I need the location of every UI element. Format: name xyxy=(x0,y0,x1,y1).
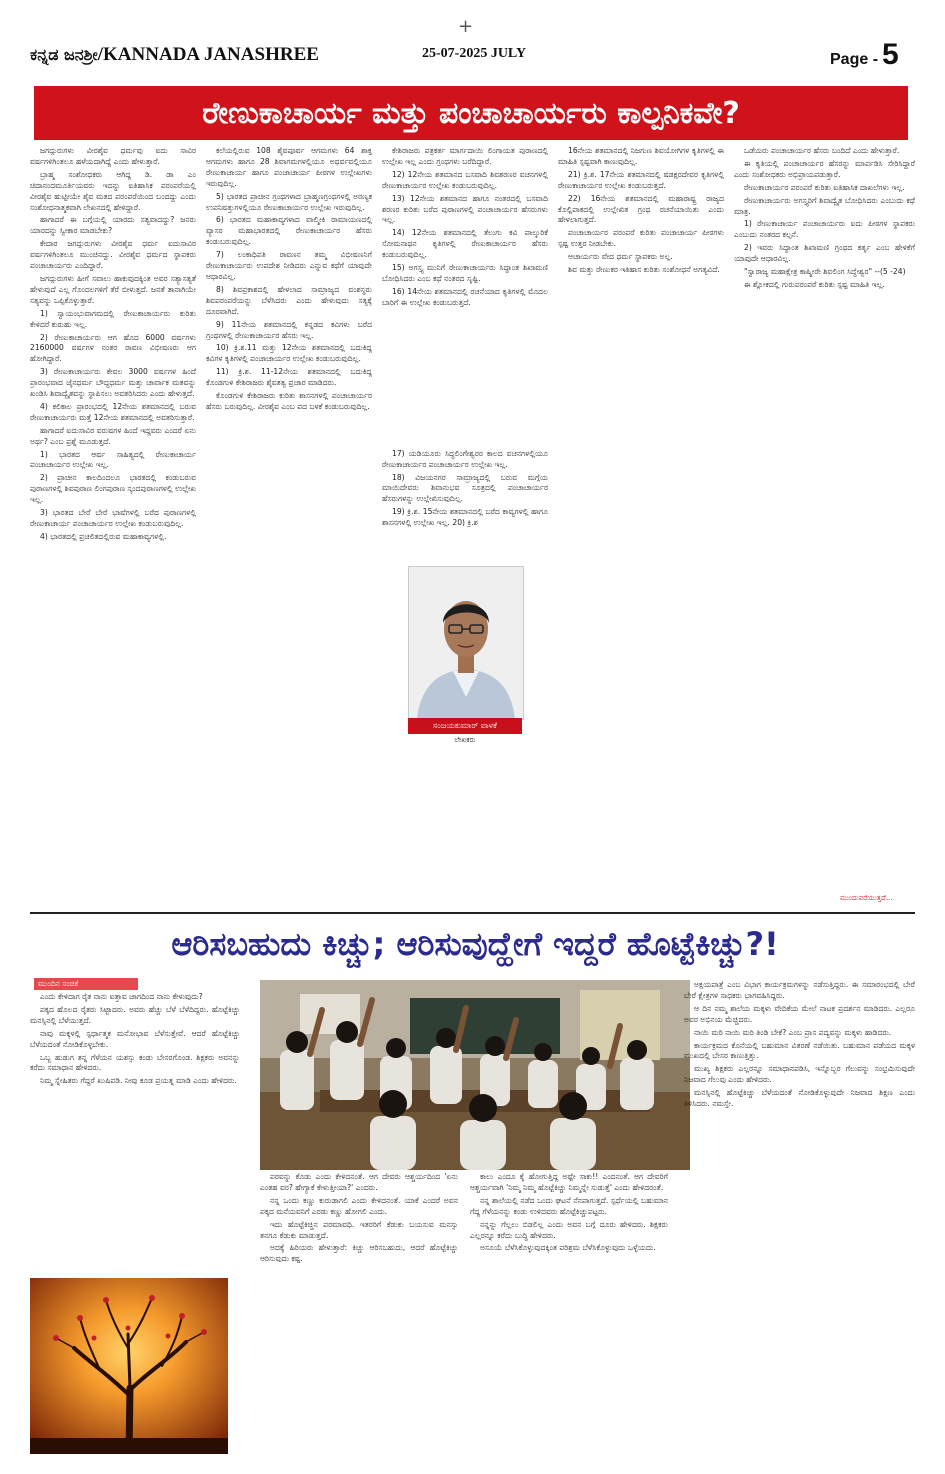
issue-date: 25-07-2025 JULY xyxy=(422,46,527,61)
paragraph: 12) 12ನೇಯ ಶತಮಾನದ ಬಸವಾದಿ ಶಿವಶರಣರ ವಚನಗಳಲ್ಲಿ ರೇಣುಕಾಚಾರ್ಯರ ಉಲ್ಲೇಖ ಕಂಡುಬರುವುದಿಲ್ಲ. xyxy=(382,169,548,190)
paragraph: ಕಲೆಯಲ್ಲಿರುವ 108 ಶೈವಪೂರ್ವ ಆಗಮಗಳು 64 ಶಾಕ್ತ ಆಗಮಗಳು ಹಾಗೂ 28 ಶಿವಾಗಮಗಳಲ್ಲಿಯೂ ಅಥರ್ವವಲ್ಲಿಯೂ ರೇಣುಕಾಚಾರ್ಯ ಹಾಗೂ ಪಂಚಾಚಾರ್ಯ ಪೀಠಗಳ ಉಲ್ಲೇಖಗಳು ಇರುವುದಿಲ್ಲ. xyxy=(206,146,372,188)
paragraph: ಜಗದ್ಗುರುಗಳು ಹೀಗೆ ಸವಾಲು ಹಾಕುವುದಕ್ಕಿಂತ ಅವರ ಸತ್ಯಾಸತ್ಯತೆ ಹೇಳುವುದೆ ಎಲ್ಲ ಗೊಂದಲಗಳಿಗೆ ತೆರೆ ಬೀಳುತ್ತದೆ. ಜನತೆ ತಾನಾಗಿಯೇ ಸತ್ಯವನ್ನು ಒಪ್ಪಿಕೊಳ್ಳುತ್ತಾರೆ. xyxy=(30,273,196,305)
sunset-tree-photo xyxy=(30,1278,228,1454)
paragraph: ಇದು ಹೊಟ್ಟೆಕಿಚ್ಚಿನ ಪರಮಾವಧಿ. ಇತರರಿಗೆ ಕೆಡುಕು ಬಯಸುವ ಮನಸ್ಸು ತನಗೂ ಕೆಡುಕು ಮಾಡುತ್ತದೆ. xyxy=(260,1219,458,1240)
paragraph: 4) ಭಾರತದಲ್ಲಿ ಪ್ರಚಲಿತದಲ್ಲಿರುವ ಮಹಾಕಾವ್ಯಗಳಲ್ಲಿ. xyxy=(40,531,167,541)
section-divider xyxy=(30,912,915,914)
paragraph: 1) ರೇಣುಕಾಚಾರ್ಯ ಪಂಚಾಚಾರ್ಯರು ಐದು ಪೀಠಗಳ ಸ್ಥಾಪಕರು ಎಂಬುದು ನಂತರದ ಕಲ್ಪನೆ. xyxy=(734,219,915,240)
sunset-tree-image xyxy=(30,1278,228,1454)
paragraph: ಕೊಂಡಗುಳಿ ಕೇಶಿರಾಜರು ಕುರಿತು ಶಾಸನಗಳಲ್ಲಿ ಪಂಚಾಚಾರ್ಯರ ಹೆಸರು ಬರುವುದಿಲ್ಲ. ವೀರಶೈವ ಎಂಬ ಪದ ಬಳಕೆ ಕಂಡುಬರುವುದಿಲ್ಲ. xyxy=(206,391,372,411)
page-number-block xyxy=(830,38,899,72)
paragraph: 17) ಯಡಿಯೂರು ಸಿದ್ಧಲಿಂಗೇಶ್ವರರ ಕಾಲದ ವಚನಗಳಲ್ಲಿಯೂ ರೇಣುಕಾಚಾರ್ಯರ ಪಂಚಾಚಾರ್ಯರ ಉಲ್ಲೇಖ ಇಲ್ಲ. xyxy=(382,448,548,469)
paragraph: ಆಚಾರ್ಯರು ವೇದ ಧರ್ಮ ಸ್ಥಾಪಕರು ಅಲ್ಲ. xyxy=(568,252,673,262)
paragraph: 21) ಕ್ರಿ.ಶ. 17ನೇಯ ಶತಮಾನದಲ್ಲಿ ಷಡಕ್ಷರದೇವರ ಕೃತಿಗಳಲ್ಲಿ ರೇಣುಕಾಚಾರ್ಯರ ಉಲ್ಲೇಖ ಕಂಡುಬರುತ್ತದೆ. xyxy=(558,169,724,190)
paragraph: ಪಂಚಾಚಾರ್ಯರ ಪರಂಪರೆ ಕುರಿತು ಪಂಚಾಚಾರ್ಯ ಪೀಠಗಳು ಸ್ಪಷ್ಟ ಉತ್ತರ ನೀಡಬೇಕು. xyxy=(558,228,724,249)
paragraph: ಶಿವ ಮತ್ತು ರೇಣುಕರ ಇತಿಹಾಸ ಕುರಿತು ಸಂಶೋಧನೆ ಅಗತ್ಯವಿದೆ. xyxy=(568,265,720,275)
paper-name-english: KANNADA JANASHREE xyxy=(103,44,319,65)
paragraph: 13) 12ನೇಯ ಶತಮಾನದ ಹಾಗೂ ನಂತರದಲ್ಲಿ ಬಸವಾದಿ ಶರಣರ ಕುರಿತು ಬರೆದ ಪುರಾಣಗಳಲ್ಲಿ ಪಂಚಾಚಾರ್ಯರ ಹೆಸರುಗಳು ಇಲ್ಲ. xyxy=(382,193,548,225)
article2-column-3 xyxy=(470,1172,668,1464)
paragraph: ನನ್ನ ಶಾಲೆಯಲ್ಲಿ ನಡೆದ ಒಂದು ಘಟನೆ ನೆನಪಾಗುತ್ತದೆ. ಸ್ಪರ್ಧೆಯಲ್ಲಿ ಬಹುಮಾನ ಗೆದ್ದ ಗೆಳೆಯನನ್ನು ಕಂಡು ಉಳಿದವರು ಹೊಟ್ಟೆಕಿಚ್ಚುಪಟ್ಟರು. xyxy=(470,1195,668,1216)
masthead xyxy=(0,0,945,78)
crop-mark: + xyxy=(458,16,474,37)
paragraph: ಜಗದ್ಗುರುಗಳು ವೀರಶೈವ ಧರ್ಮವು ಐದು ಸಾವಿರ ವರ್ಷಗಳಿಗಿಂತಲೂ ಹಳೆಯದಾಗಿದ್ದೆ ಎಂದು ಹೇಳುತ್ತಾರೆ. xyxy=(30,146,196,166)
paper-name xyxy=(30,44,319,66)
paragraph: 2) ಪ್ರಾಚೀನ ಕಾಲದಿಂದಲೂ ಭಾರತದಲ್ಲಿ ಕಂಡುಬರುವ ಪುರಾಣಗಳಲ್ಲಿ ಶಿವಪುರಾಣ ಲಿಂಗಪುರಾಣ ಸ್ಕಂದಪುರಾಣಗಳಲ್ಲಿ ಉಲ್ಲೇಖ ಇಲ್ಲ. xyxy=(30,473,196,505)
article1-column-3 xyxy=(382,146,548,904)
paragraph: 4) ಕಲಿಕಾಲ ಪ್ರಾರಂಭದಲ್ಲಿ 12ನೇಯ ಶತಮಾನದಲ್ಲಿ ಬರುವ ರೇಣುಕಾಚಾರ್ಯರು ಮತ್ತೆ 12ನೇಯ ಶತಮಾನದಲ್ಲಿ ಅವತರಿಸುತ್ತಾರೆ. xyxy=(30,401,196,422)
paragraph: ಅಕ್ಷಯಪಾತ್ರೆ ಎಂಬ ವಿಭಾಗ ಕಾರ್ಯಕ್ರಮಗಳನ್ನು ನಡೆಸುತ್ತಿದ್ದರು. ಈ ಸಮಾರಂಭದಲ್ಲಿ ಬೇರೆ ಬೇರೆ ಕ್ಷೇತ್ರಗಳ ಸಾಧಕರು ಭಾಗವಹಿಸಿದ್ದರು. xyxy=(684,980,915,1000)
article1-headline: ರೇಣುಕಾಚಾರ್ಯ ಮತ್ತು ಪಂಚಾಚಾರ್ಯರು ಕಾಲ್ಪನಿಕವೇ? xyxy=(34,86,908,140)
paragraph: 1) ಸ್ವಾಯಂಭುವಾಗಮದಲ್ಲಿ ರೇಣುಕಾಚಾರ್ಯರು ಕುರಿತು ಕೇಳಿದರೆ ಕುರುಹು ಇಲ್ಲ. xyxy=(30,308,196,329)
paragraph: ಹಾಗಾದರೆ ಐದುಸಾವಿರ ವರುಷಗಳ ಹಿಂದೆ ಇದ್ದವರು ಎಂದರೆ ಏನು ಅರ್ಥ? ಎಂಬ ಪ್ರಶ್ನೆ ಮೂಡುತ್ತದೆ. xyxy=(30,425,196,446)
paragraph: ರೇಣುಕಾಚಾರ್ಯರು ಅಗಸ್ತ್ಯರಿಗೆ ಶಿವಾದ್ವೈತ ಬೋಧಿಸಿದರು ಎಂಬುದು ಕಥೆ ಮಾತ್ರ. xyxy=(734,195,915,216)
paragraph: 14) 12ನೇಯ ಶತಮಾನದಲ್ಲಿ ತೆಲುಗು ಕವಿ ಪಾಲ್ಕುರಿಕೆ ಸೋಮನಾಥನ ಕೃತಿಗಳಲ್ಲಿ ರೇಣುಕಾಚಾರ್ಯರ ಹೆಸರು ಕಂಡುಬರುವುದಿಲ್ಲ. xyxy=(382,228,548,260)
paragraph: 15) ಅಗಸ್ತ್ಯ ಮುನಿಗೆ ರೇಣುಕಾಚಾರ್ಯರು ಸಿದ್ಧಾಂತ ಶಿಖಾಮಣಿ ಬೋಧಿಸಿದರು ಎಂಬ ಕಥೆ ನಂತರದ ಸೃಷ್ಟಿ. xyxy=(382,263,548,283)
article1-body xyxy=(30,146,915,904)
paragraph: 16) 14ನೇಯ ಶತಮಾನದಲ್ಲಿ ರಚನೆಯಾದ ಕೃತಿಗಳಲ್ಲಿ ಮೊದಲ ಬಾರಿಗೆ ಈ ಉಲ್ಲೇಖ ಕಂಡುಬರುತ್ತದೆ. xyxy=(382,286,548,307)
paragraph: ನಾಯಿ ಮರಿ ನಾಯಿ ಮರಿ ತಿಂಡಿ ಬೇಕೆ? ಎಂಬ ಪ್ರಾಸ ಪದ್ಯವನ್ನು ಮಕ್ಕಳು ಹಾಡಿದರು. xyxy=(694,1027,892,1037)
article1-column-2 xyxy=(206,146,372,904)
paragraph: 19) ಕ್ರಿ.ಶ. 15ನೇಯ ಶತಮಾನದಲ್ಲಿ ಬರೆದ ಕಾವ್ಯಗಳಲ್ಲಿ ಹಾಗೂ ಶಾಸನಗಳಲ್ಲಿ ಉಲ್ಲೇಖ ಇಲ್ಲ. 20) ಕ್ರಿ.ಶ xyxy=(382,507,548,528)
page-label: Page - xyxy=(830,51,879,68)
article2-column-4 xyxy=(684,980,915,1464)
paragraph: ಈ ಶ್ಲೋಕದಲ್ಲಿ ಗುರುಪರಂಪರೆ ಕುರಿತು ಸ್ಪಷ್ಟ ಮಾಹಿತಿ ಇಲ್ಲ. xyxy=(744,279,885,289)
paragraph: ನನ್ನನ್ನು ಗೆಲ್ಲಲು ಬಿಡಲಿಲ್ಲ ಎಂದು ಅವನ ಬಗ್ಗೆ ದೂರು ಹೇಳಿದರು. ಶಿಕ್ಷಕರು ಎಲ್ಲರನ್ನೂ ಕರೆದು ಬುದ್ಧಿ ಹೇಳಿದರು. xyxy=(470,1219,668,1240)
paragraph: ಕೇಶಿರಾಜರು ಪತ್ರಕರ್ತ ಮಾರ್ಗದಾಯಿ ಲಿಂಗಾಯತ ಪುರಾಣದಲ್ಲಿ ಉಲ್ಲೇಖ ಇಲ್ಲ ಎಂದು ಗ್ರಂಥಗಳು ಬರೆದಿದ್ದಾರೆ. xyxy=(382,146,548,166)
photo-space xyxy=(382,311,548,449)
paragraph: ನಾವು ಮಕ್ಕಳಲ್ಲಿ ಸ್ಪರ್ಧಾತ್ಮಕ ಮನೋಭಾವ ಬೆಳೆಸುತ್ತೇವೆ. ಆದರೆ ಹೊಟ್ಟೆಕಿಚ್ಚು ಬೆಳೆಯದಂತೆ ನೋಡಿಕೊಳ್ಳಬೇಕು. xyxy=(30,1028,240,1049)
paragraph: "ಸ್ವಾರಾಜ್ಯ ಮಹಾಕ್ಷೇತ್ರ ಕಾಷ್ಮೀರೇ ಶಿವಲಿಂಗ ಸಿದ್ಧೇಶ್ವರ" --(5 -24) xyxy=(744,267,906,277)
paragraph: ನನ್ನ ಒಂದು ಕಣ್ಣು ಕುರುಡಾಗಲಿ ಎಂದು ಕೇಳಿದನಂತೆ. ಯಾಕೆ ಎಂದರೆ ಅವನ ಪಕ್ಕದ ಮನೆಯವನಿಗೆ ಎರಡು ಕಣ್ಣು ಹೋಗಲಿ ಎಂದು. xyxy=(260,1195,458,1216)
author-portrait-image xyxy=(409,567,523,719)
author-photo xyxy=(408,566,524,720)
article1-column-5 xyxy=(734,146,915,904)
continued-note: ಮುಂದುವರೆಯುತ್ತದೆ... xyxy=(840,894,893,902)
paragraph: ನಿಮ್ಮ ಸ್ನೇಹಿತರು ಗೆದ್ದರೆ ಖುಷಿಪಡಿ. ನೀವು ಕೂಡ ಪ್ರಯತ್ನ ಮಾಡಿ ಎಂದು ಹೇಳಿದರು. xyxy=(40,1076,237,1086)
paragraph: ಹಾಗಾದರೆ ಈ ಬಗ್ಗೆಯಲ್ಲಿ ಯಾರದು ಸತ್ಯವಾದದ್ದು? ಜನರು ಯಾರದನ್ನು ಸ್ವೀಕಾರ ಮಾಡಬೇಕು? xyxy=(30,215,196,236)
article2-column-2 xyxy=(260,1172,458,1464)
paragraph: ಎಂದು ಕೇಳಿದಾಗ ರೈತ ನಾನು ಐತ್ತಾವ ಜಾಗದಿಂದ ನಾನು ಕೇಳುವುದು? xyxy=(40,992,203,1001)
paragraph: 11) ಕ್ರಿ.ಶ. 11-12ನೇಯ ಶತಮಾನದಲ್ಲಿ ಬದುಕಿದ್ದ ಕೊಂಡಗುಳಿ ಕೇಶಿರಾಜರು ಶೈವತತ್ವ ಪ್ರಚಾರ ಮಾಡಿದರು. xyxy=(206,367,372,388)
paragraph: 5) ಭಾರತದ ಪ್ರಾಚೀನ ಗ್ರಂಥಗಳಾದ ಬ್ರಾಹ್ಮಣಗ್ರಂಥಗಳಲ್ಲಿ ಅರಣ್ಯಕ ಉಪನಿಷತ್ತುಗಳಲ್ಲಿಯೂ ರೇಣುಕಾಚಾರ್ಯರ ಉಲ್ಲೇಖ ಇರುವುದಿಲ್ಲ. xyxy=(206,191,372,212)
paragraph: 3) ರೇಣುಕಾಚಾರ್ಯರು ಕೇವಲ 3000 ವರ್ಷಗಳ ಹಿಂದೆ ಪ್ರಾರಂಭವಾದ ಜೈನಧರ್ಮ ಬೌದ್ಧಧರ್ಮ ಮತ್ತು ಚಾರ್ವಾಕ ಮತವನ್ನು ಖಂಡಿಸಿ ಶಿವಾದ್ವೈತವನ್ನು ಸ್ಥಾಪಿಸಲು ಅವತರಿಸಿದರು ಎಂದು ಹೇಳುತ್ತದೆ. xyxy=(30,367,196,399)
paragraph: ಅದಕ್ಕೆ ಹಿರಿಯರು ಹೇಳುತ್ತಾರೆ: ಕಿಚ್ಚು ಆರಿಸಬಹುದು, ಆದರೆ ಹೊಟ್ಟೆಕಿಚ್ಚು ಆರಿಸುವುದು ಕಷ್ಟ. xyxy=(260,1243,458,1264)
article2-headline: ಆರಿಸಬಹುದು ಕಿಚ್ಚು; ಆರಿಸುವುದ್ಹೇಗೆ ಇದ್ದರೆ ಹೊಟ್ಟೆಕಿಚ್ಚು?! xyxy=(171,924,779,963)
paragraph: 7) ಲಂಕಾಧಿಪತಿ ರಾವಣನ ತಮ್ಮ ವಿಭೀಷಣನಿಗೆ ರೇಣುಕಾಚಾರ್ಯರು ಉಪದೇಶ ನೀಡಿದರು ಎನ್ನುವ ಕಥೆಗೆ ಯಾವುದೇ ಆಧಾರವಿಲ್ಲ. xyxy=(206,250,372,281)
paragraph: ಅಸೂಯೆ ಬೆಳೆಸಿಕೊಳ್ಳುವುದಕ್ಕಿಂತ ಪರಿಶ್ರಮ ಬೆಳೆಸಿಕೊಳ್ಳುವುದು ಒಳ್ಳೆಯದು. xyxy=(480,1243,656,1253)
paragraph: ಬ್ರಾಹ್ಮ ಸಂಶೋಧಕರು ಆಗಿದ್ದ ಡಿ. ಡಾ ಎಂ ಚಿದಾನಂದಮೂರ್ತಿಯವರು ಇದನ್ನು ಐತಿಹಾಸಿಕ ಪರಂಪರೆಯಲ್ಲಿ ವೀರಶೈವ ಹುಟ್ಟೀಯೇ ಶೈವ ಮತದ ಪರಂಪರೆಯಿಂದ ಬಂದದ್ದು ಎಂದು ಸಂಶೋಧನಾತ್ಮಕವಾಗಿ ಲೇಖನದಲ್ಲಿ ಹೇಳಿದ್ದಾರೆ. xyxy=(30,169,196,212)
paragraph: 1) ಭಾರತದ ಆರ್ಷ ಸಾಹಿತ್ಯದಲ್ಲಿ ರೇಣುಕಾಚಾರ್ಯ ಪಂಚಾಚಾರ್ಯರ ಉಲ್ಲೇಖ ಇಲ್ಲ. xyxy=(30,449,196,470)
paper-name-kannada: ಕನ್ನಡ ಜನಶ್ರೀ xyxy=(30,45,98,64)
paragraph: ಒಬ್ಬ ಹುಡುಗ ತನ್ನ ಗೆಳೆಯನ ಯಶಸ್ಸು ಕಂಡು ಬೇಸರಗೊಂಡ. ಶಿಕ್ಷಕರು ಅವನನ್ನು ಕರೆದು ಸಮಾಧಾನ ಹೇಳಿದರು. xyxy=(30,1052,240,1073)
section-tag: ಮುಂದಿನ ಸಂಚಿಕೆ xyxy=(34,978,138,990)
paragraph: 3) ಭಾರತದ ಬೇರೆ ಬೇರೆ ಭಾಷೆಗಳಲ್ಲಿ ಬರೆದ ಪುರಾಣಗಳಲ್ಲಿ ರೇಣುಕಾಚಾರ್ಯ ಪಂಚಾಚಾರ್ಯರ ಉಲ್ಲೇಖ ಕಂಡುಬರುವುದಿಲ್ಲ. xyxy=(30,508,196,528)
paper-name-separator: / xyxy=(97,44,104,65)
paragraph: ಒಡೆಯರು ಪಂಚಾಚಾರ್ಯರ ಹೆಸರು ಬಂದಿದೆ ಎಂದು ಹೇಳುತ್ತಾರೆ. xyxy=(744,146,900,155)
paragraph: 22) 16ನೇಯ ಶತಮಾನದಲ್ಲಿ ಮಹಾರಾಷ್ಟ್ರ ರಾಜ್ಯದ ಕೊಲ್ಲಿಪಾಕದಲ್ಲಿ ಉಲ್ಲೇಖಿತ ಗ್ರಂಥ ರಚನೆಯಾಯಿತು ಎಂದು ಹೇಳಲಾಗುತ್ತದೆ. xyxy=(558,193,724,225)
article1-column-4 xyxy=(558,146,724,904)
page-number: 5 xyxy=(882,38,899,71)
paragraph: ಪರವನ್ನು ಕೊಡು ಎಂದು ಕೇಳಿದನಂತೆ. ಆಗ ದೇವರು ಆಶ್ಚರ್ಯದಿಂದ 'ಏನು ಎಂತಹ ವರ? ಹೇಗ್ಯಾಕೆ ಕೇಳುತ್ತೀಯಾ?' ಎಂದರು. xyxy=(260,1172,458,1192)
paragraph: 16ನೇಯ ಶತಮಾನದಲ್ಲಿ ನಿಜಗುಣ ಶಿವಯೋಗಿಗಳ ಕೃತಿಗಳಲ್ಲಿ ಈ ಮಾಹಿತಿ ಸ್ಪಷ್ಟವಾಗಿ ಕಾಣುವುದಿಲ್ಲ. xyxy=(558,146,724,166)
paragraph: 2) ರೇಣುಕಾಚಾರ್ಯರು ಆಗ ಹೊದ 6000 ವರ್ಷಗಳು 2160000 ವರ್ಷಗಳ ನಂತರ ರಾವಣ ವಿಭೀಷಣರು ಆಗ ಹೋಗಿದ್ದಾರೆ. xyxy=(30,332,196,364)
paragraph: ಕೇದಾರ ಜಗದ್ಗುರುಗಳು ವೀರಶೈವ ಧರ್ಮ ಐದುಸಾವಿರ ವರ್ಷಗಳಿಗಿಂತಲೂ ಮುಂಚಿನದ್ದು. ವೀರಶೈವ ಧರ್ಮದ ಸ್ಥಾಪಕರು ಪಂಚಾಚಾರ್ಯರು ಎಂದಿದ್ದಾರೆ. xyxy=(30,239,196,271)
paragraph: 18) ವಿಜಯನಗರ ಸಾಮ್ರಾಜ್ಯದಲ್ಲಿ ಬರುವ ಮಗ್ಗೆಯ ಮಾಯಿದೇವರು ಶಿವಾನುಭವ ಸೂತ್ರದಲ್ಲಿ ಪಂಚಾಚಾರ್ಯರ ಹೆಸರುಗಳನ್ನು ಉಲ್ಲೇಖಿಸುವುದಿಲ್ಲ. xyxy=(382,472,548,504)
paragraph: 6) ಭಾರತದ ಮಹಾಕಾವ್ಯಗಳಾದ ವಾಲ್ಮೀಕಿ ರಾಮಾಯಣದಲ್ಲಿ ವ್ಯಾಸರ ಮಹಾಭಾರತದಲ್ಲಿ ರೇಣುಕಾಚಾರ್ಯರ ಹೆಸರು ಕಂಡುಬರುವುದಿಲ್ಲ. xyxy=(206,215,372,247)
author-name: ಸಂಜಯಕುಮಾರ್ ವಾಳಕೆ xyxy=(408,718,522,734)
article1-column-1 xyxy=(30,146,196,904)
author-role: ಲೇಖಕರು xyxy=(454,736,476,744)
paragraph: ಮನಸ್ಸಿನಲ್ಲಿ ಹೊಟ್ಟೆಕಿಚ್ಚು ಬೆಳೆಯದಂತೆ ನೋಡಿಕೊಳ್ಳುವುದೇ ನಿಜವಾದ ಶಿಕ್ಷಣ ಎಂದು ತಿಳಿಸಿದರು. ನಮಸ್ತೇ. xyxy=(684,1088,915,1109)
paragraph: ಆ ದಿನ ನಮ್ಮ ಶಾಲೆಯ ಮಕ್ಕಳು ವೇದಿಕೆಯ ಮೇಲೆ ನಾಟಕ ಪ್ರದರ್ಶನ ಮಾಡಿದರು. ಎಲ್ಲರೂ ಅವರ ಅಭಿನಯ ಮೆಚ್ಚಿದರು. xyxy=(684,1003,915,1024)
paragraph: ಪಕ್ಕದ ಹೊಲದ ರೈತರು ಸಿಟ್ಟಾದರು. ಅವರು ಹೆಚ್ಚು ಬೆಳೆ ಬೆಳೆದಿದ್ದರು. ಹೊಟ್ಟೆಕಿಚ್ಚು ಮನಸ್ಸಿನಲ್ಲಿ ಬೆಳೆಯುತ್ತದೆ. xyxy=(30,1004,240,1025)
paragraph: ರೇಣುಕಾಚಾರ್ಯರ ಪರಂಪರೆ ಕುರಿತು ಐತಿಹಾಸಿಕ ದಾಖಲೆಗಳು ಇಲ್ಲ. xyxy=(744,182,905,192)
paragraph: ಈ ಕೃತಿಯಲ್ಲಿ ಪಂಚಾಚಾರ್ಯರ ಹೆಸರನ್ನು ಮಾರ್ಪಡಿಸಿ ಸೇರಿಸಿದ್ದಾರೆ ಎಂದು ಸಂಶೋಧಕರು ಅಭಿಪ್ರಾಯಪಡುತ್ತಾರೆ. xyxy=(734,158,915,179)
paragraph: 9) 11ನೇಯ ಶತಮಾನದಲ್ಲಿ ಕನ್ನಡದ ಕವಿಗಳು ಬರೆದ ಗ್ರಂಥಗಳಲ್ಲಿ ರೇಣುಕಾಚಾರ್ಯರ ಹೆಸರು ಇಲ್ಲ. xyxy=(206,319,372,340)
paragraph: ಕಾರ್ಯಕ್ರಮದ ಕೊನೆಯಲ್ಲಿ ಬಹುಮಾನ ವಿತರಣೆ ನಡೆಯಿತು. ಬಹುಮಾನ ಪಡೆಯದ ಮಕ್ಕಳ ಮುಖದಲ್ಲಿ ಬೇಸರ ಕಾಣುತ್ತಿತ್ತು. xyxy=(684,1040,915,1061)
paragraph: 8) ಶಿವಪ್ರಕಾಶದಲ್ಲಿ ಹೇಳಲಾದ ಸಾಮ್ರಾಜ್ಯದ ವಂಶಸ್ಥರು ಶಿವಪರಂಪರೆಯನ್ನು ಬೆಳೆಸಿದರು ಎಂದು ಹೇಳುವುದು ಸತ್ಯಕ್ಕೆ ದೂರವಾಗಿದೆ. xyxy=(206,284,372,316)
paragraph: 2) ಇವರು ಸಿದ್ಧಾಂತ ಶಿಖಾಮಣಿ ಗ್ರಂಥದ ಕರ್ತೃ ಎಂಬ ಹೇಳಿಕೆಗೆ ಯಾವುದೇ ಆಧಾರವಿಲ್ಲ. xyxy=(734,243,915,264)
paragraph: ಕಾಲು ಎಂದೂ ಕೈ ಹೋಗುತ್ತಿದ್ದ ಅಷ್ಟೇ ಸಾಕು!! ಎಂದನಂತೆ. ಆಗ ದೇವರಿಗೆ ಆಶ್ಚರ್ಯವಾಗಿ 'ನಿಮ್ಮ ನಿಮ್ಮ ಹೊಟ್ಟೆಕಿಚ್ಚು ನಿಮ್ಮನ್ನೇ ಸುಡುತ್ತೆ' ಎಂದು ಹೇಳಿದರಂತೆ. xyxy=(470,1172,668,1192)
paragraph: ಮುಖ್ಯ ಶಿಕ್ಷಕರು ಎಲ್ಲರನ್ನೂ ಸಮಾಧಾನಪಡಿಸಿ, ಇನ್ನೊಬ್ಬರ ಗೆಲುವನ್ನು ಸಂಭ್ರಮಿಸುವುದೇ ನಿಜವಾದ ಗೆಲುವು ಎಂದು ಹೇಳಿದರು. xyxy=(684,1064,915,1085)
paragraph: 10) ಕ್ರಿ.ಶ.11 ಮತ್ತು 12ನೇಯ ಶತಮಾನದಲ್ಲಿ ಬದುಕಿದ್ದ ಕವಿಗಳ ಕೃತಿಗಳಲ್ಲಿ ಪಂಚಾಚಾರ್ಯರ ಉಲ್ಲೇಖ ಕಂಡುಬರುವುದಿಲ್ಲ. xyxy=(206,343,372,364)
